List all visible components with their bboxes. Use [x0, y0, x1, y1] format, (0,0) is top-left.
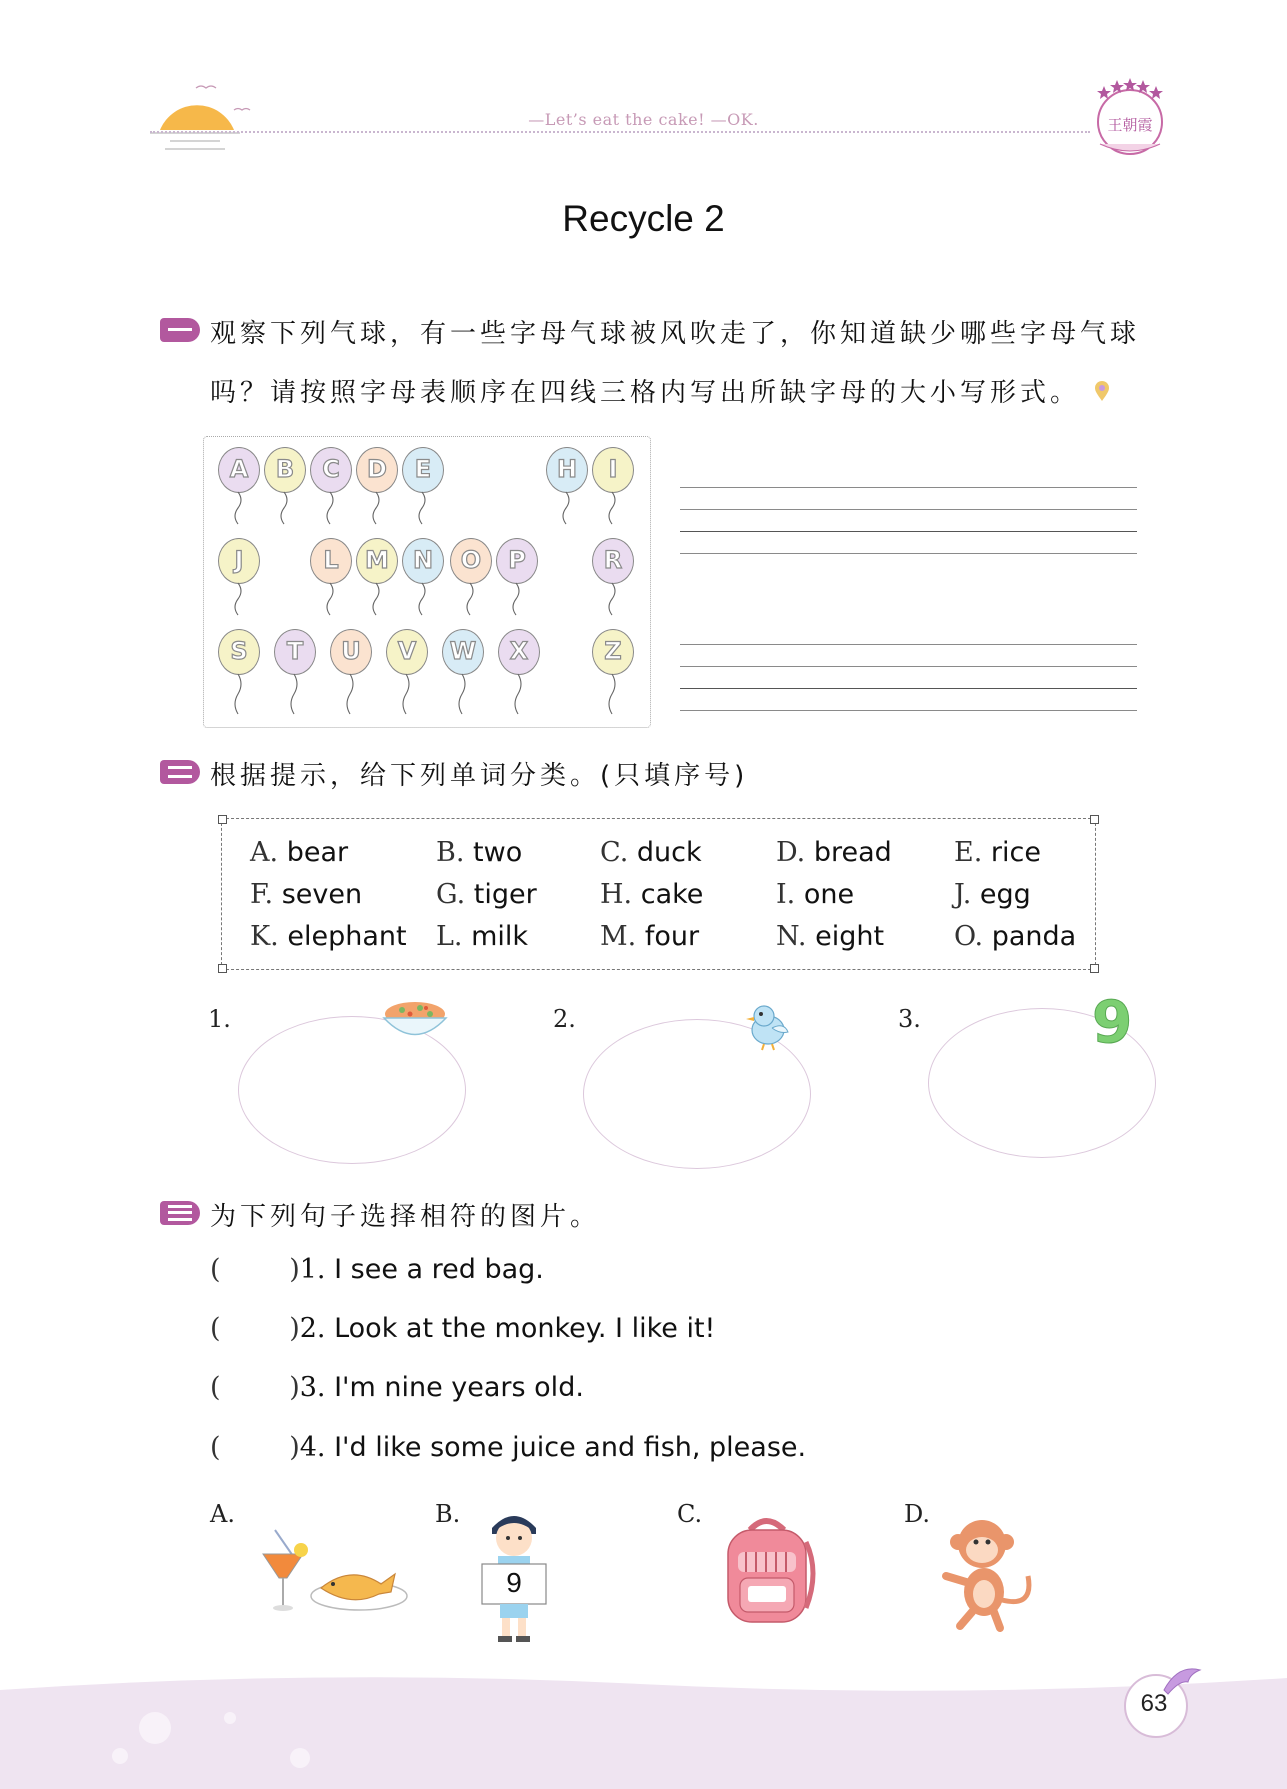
corner-handle [218, 815, 227, 824]
school-bag-icon [710, 1512, 825, 1632]
writing-line [680, 487, 1137, 488]
word-item: E. rice [954, 837, 1041, 868]
balloon-P: P [496, 538, 538, 584]
balloon-I: I [592, 447, 634, 493]
balloon-E: E [402, 447, 444, 493]
sentence-item: ( )4. I'd like some juice and fish, please. [210, 1432, 807, 1463]
picture-C-label: C. [677, 1500, 703, 1528]
balloon-R: R [592, 538, 634, 584]
sentence-item: ( )1. I see a red bag. [210, 1254, 544, 1285]
word-item: D. bread [776, 837, 892, 868]
word-item: B. two [436, 837, 523, 868]
balloon-strings [204, 437, 650, 727]
balloon-D: D [356, 447, 398, 493]
section-1-instruction-line2: 吗？请按照字母表顺序在四线三格内写出所缺字母的大小写形式。 [210, 378, 1081, 408]
balloon-A: A [218, 447, 260, 493]
boy-holding-nine-icon [476, 1504, 552, 1644]
section-2-badge [160, 760, 200, 784]
word-item: I. one [776, 879, 855, 910]
group-2-number: 2. [553, 1005, 576, 1033]
balloon-L: L [310, 538, 352, 584]
balloon-B: B [264, 447, 306, 493]
header-divider [150, 131, 1090, 133]
writing-line [680, 644, 1137, 645]
word-item: M. four [600, 921, 700, 952]
section-1-instruction-line1: 观察下列气球，有一些字母气球被风吹走了，你知道缺少哪些字母气球 [210, 319, 1141, 349]
footer-wave [0, 1668, 1287, 1789]
page-title: Recycle 2 [562, 198, 725, 239]
juice-and-fish-icon [255, 1526, 410, 1618]
section-3-badge [160, 1201, 200, 1225]
writing-line [680, 710, 1137, 711]
balloon-W: W [442, 629, 484, 675]
balloon-Z: Z [592, 629, 634, 675]
balloon-J: J [218, 538, 260, 584]
bird-icon [742, 1002, 794, 1052]
balloon-H: H [546, 447, 588, 493]
food-bowl-icon [380, 996, 450, 1048]
word-item: L. milk [436, 921, 529, 952]
answer-blank[interactable]: ( ) [210, 1254, 300, 1285]
location-pin-icon [1094, 380, 1110, 402]
word-item: O. panda [954, 921, 1077, 952]
writing-line [680, 666, 1137, 667]
picture-D-label: D. [904, 1500, 931, 1528]
word-item: F. seven [250, 879, 363, 910]
answer-blank[interactable]: ( ) [210, 1372, 300, 1403]
balloon-V: V [386, 629, 428, 675]
sentence-item: ( )2. Look at the monkey. I like it! [210, 1313, 716, 1344]
balloon-U: U [330, 629, 372, 675]
word-item: G. tiger [436, 879, 537, 910]
brand-logo-text: 王朝霞 [1107, 116, 1153, 134]
answer-blank[interactable]: ( ) [210, 1313, 300, 1344]
word-item: J. egg [954, 879, 1031, 910]
word-item: K. elephant [250, 921, 407, 952]
writing-line [680, 688, 1137, 689]
sign-number: 9 [506, 1567, 522, 1598]
word-item: A. bear [250, 837, 349, 868]
picture-B-label: B. [435, 1500, 461, 1528]
writing-line [680, 509, 1137, 510]
balloon-S: S [218, 629, 260, 675]
brand-logo [1090, 76, 1170, 162]
section-1-badge [160, 318, 200, 342]
monkey-icon [938, 1512, 1043, 1637]
balloon-C: C [310, 447, 352, 493]
balloon-X: X [498, 629, 540, 675]
balloon-box [203, 436, 651, 728]
balloon-M: M [356, 538, 398, 584]
answer-blank[interactable]: ( ) [210, 1432, 300, 1463]
corner-handle [1090, 964, 1099, 973]
word-item: H. cake [600, 879, 704, 910]
section-3-instruction: 为下列句子选择相符的图片。 [210, 1202, 601, 1232]
corner-handle [1090, 815, 1099, 824]
number-nine-icon: 9 [1092, 988, 1133, 1056]
group-1-number: 1. [208, 1005, 231, 1033]
word-item: N. eight [776, 921, 885, 952]
page-number: 63 [1140, 1690, 1168, 1717]
word-item: C. duck [600, 837, 702, 868]
corner-handle [218, 964, 227, 973]
header-tagline: —Let’s eat the cake! —OK. [528, 110, 759, 129]
writing-line [680, 531, 1137, 532]
sentence-item: ( )3. I'm nine years old. [210, 1372, 584, 1403]
group-3-number: 3. [898, 1005, 921, 1033]
balloon-T: T [274, 629, 316, 675]
picture-A-label: A. [210, 1500, 235, 1528]
balloon-O: O [450, 538, 492, 584]
balloon-N: N [402, 538, 444, 584]
word-bank-box [221, 818, 1096, 970]
section-2-instruction: 根据提示，给下列单词分类。(只填序号) [210, 761, 749, 791]
writing-line [680, 553, 1137, 554]
